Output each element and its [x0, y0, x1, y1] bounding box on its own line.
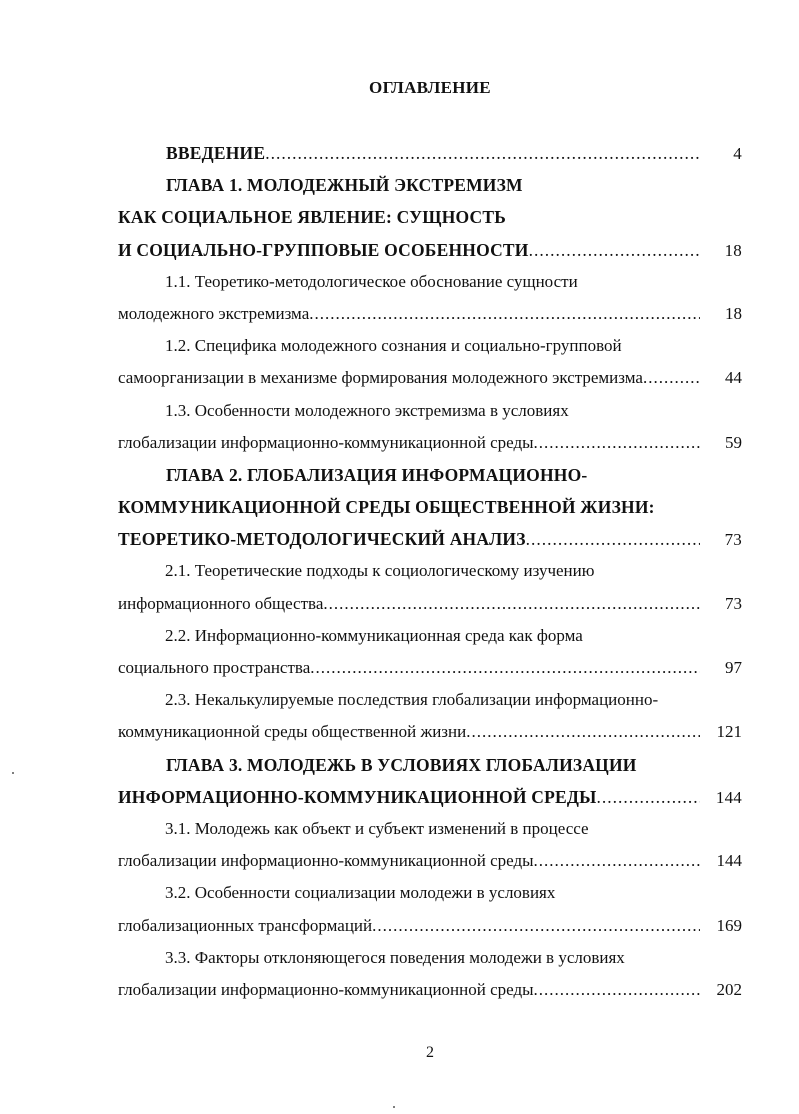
- toc-entry-title: И СОЦИАЛЬНО-ГРУППОВЫЕ ОСОБЕННОСТИ: [118, 239, 529, 260]
- toc-section-1-3-line-2[interactable]: [118, 427, 742, 459]
- toc-section-1-3-line-1[interactable]: 1.3. Особенности молодежного экстремизма в условиях: [165, 400, 569, 420]
- dot-leader: [265, 137, 700, 169]
- page-number: 2: [426, 1044, 434, 1061]
- toc-entry-page: 202: [716, 979, 742, 999]
- toc-section-2-2-line-2[interactable]: [118, 652, 742, 684]
- toc-entry-page: 144: [715, 787, 742, 807]
- toc-entry-page: 144: [716, 851, 742, 871]
- dot-leader: [372, 910, 700, 942]
- toc-entry-page: 59: [725, 432, 742, 452]
- toc-chapter-3-line-2[interactable]: [118, 781, 742, 813]
- toc-entry-page: 121: [716, 722, 742, 742]
- toc-entry-title: глобализации информационно-коммуникационной среды: [118, 432, 534, 452]
- toc-section-3-1-line-1[interactable]: 3.1. Молодежь как объект и субъект изменений в процессе: [165, 818, 589, 838]
- toc-entry-title: ВВЕДЕНИЕ: [166, 143, 266, 163]
- toc-entry-title: информационного общества: [118, 593, 324, 613]
- dot-leader: [643, 362, 700, 394]
- dot-leader: [534, 427, 700, 459]
- toc-entry-title: коммуникационной среды общественной жизни: [118, 722, 467, 742]
- toc-entry-page: 18: [725, 303, 742, 323]
- dot-leader: [323, 588, 700, 620]
- toc-chapter-1-line-2[interactable]: КАК СОЦИАЛЬНОЕ ЯВЛЕНИЕ: СУЩНОСТЬ: [118, 207, 507, 228]
- toc-entry-title: ТЕОРЕТИКО-МЕТОДОЛОГИЧЕСКИЙ АНАЛИЗ: [118, 529, 526, 550]
- toc-entry-page: 73: [725, 593, 742, 613]
- toc-chapter-2-line-3[interactable]: [118, 523, 742, 555]
- scan-speck: [393, 1106, 395, 1108]
- table-of-contents: [118, 137, 742, 1006]
- toc-section-2-3-line-1[interactable]: 2.3. Некалькулируемые последствия глобализации информационно-: [165, 690, 659, 710]
- toc-entry-title: молодежного экстремизма: [118, 303, 310, 323]
- dot-leader: [309, 298, 700, 330]
- toc-chapter-2-line-2[interactable]: КОММУНИКАЦИОННОЙ СРЕДЫ ОБЩЕСТВЕННОЙ ЖИЗНИ:: [118, 497, 655, 518]
- toc-entry-page: 18: [724, 240, 742, 260]
- toc-title: ОГЛАВЛЕНИЕ: [369, 78, 491, 97]
- dot-leader: [529, 234, 700, 266]
- toc-section-1-1-line-1[interactable]: 1.1. Теоретико-методологическое обоснование сущности: [165, 271, 578, 291]
- toc-entry-title: самоорганизации в механизме формирования молодежного экстремизма: [118, 368, 643, 388]
- toc-section-1-2-line-1[interactable]: 1.2. Специфика молодежного сознания и социально-групповой: [165, 336, 622, 356]
- toc-entry-title: глобализации информационно-коммуникационной среды: [118, 979, 534, 999]
- toc-entry-page: 44: [725, 368, 742, 388]
- toc-section-2-1-line-2[interactable]: [118, 588, 742, 620]
- toc-entry-title: глобализации информационно-коммуникационной среды: [118, 851, 534, 871]
- toc-section-2-1-line-1[interactable]: 2.1. Теоретические подходы к социологическому изучению: [165, 561, 595, 581]
- toc-entry-title: ИНФОРМАЦИОННО-КОММУНИКАЦИОННОЙ СРЕДЫ: [118, 786, 597, 807]
- toc-section-1-2-line-2[interactable]: [118, 362, 742, 394]
- toc-section-3-3-line-2[interactable]: [118, 974, 742, 1006]
- toc-section-3-1-line-2[interactable]: [118, 845, 742, 877]
- toc-section-3-3-line-1[interactable]: 3.3. Факторы отклоняющегося поведения молодежи в условиях: [165, 947, 625, 967]
- dot-leader: [534, 845, 700, 877]
- toc-entry-title: социального пространства: [118, 658, 311, 677]
- dot-leader: [534, 974, 700, 1006]
- toc-entry-introduction[interactable]: [118, 137, 742, 169]
- toc-chapter-1-line-1[interactable]: ГЛАВА 1. МОЛОДЕЖНЫЙ ЭКСТРЕМИЗМ: [166, 175, 523, 196]
- toc-section-2-3-line-2[interactable]: [118, 716, 742, 748]
- dot-leader: [526, 523, 700, 555]
- toc-entry-page: 97: [725, 658, 742, 677]
- toc-entry-page: 73: [724, 530, 742, 550]
- toc-entry-page: 169: [716, 915, 742, 935]
- toc-section-3-2-line-2[interactable]: [118, 910, 742, 942]
- scan-speck: [12, 772, 14, 774]
- toc-entry-title: глобализационных трансформаций: [118, 915, 373, 935]
- dot-leader: [310, 652, 700, 684]
- dot-leader: [596, 781, 700, 813]
- toc-chapter-1-line-3[interactable]: [118, 234, 742, 266]
- toc-chapter-2-line-1[interactable]: ГЛАВА 2. ГЛОБАЛИЗАЦИЯ ИНФОРМАЦИОННО-: [166, 464, 588, 485]
- dot-leader: [466, 716, 700, 748]
- toc-section-3-2-line-1[interactable]: 3.2. Особенности социализации молодежи в условиях: [165, 883, 556, 903]
- toc-entry-page: 4: [733, 144, 742, 163]
- toc-section-1-1-line-2[interactable]: [118, 298, 742, 330]
- toc-section-2-2-line-1[interactable]: 2.2. Информационно-коммуникационная среда как форма: [165, 625, 583, 645]
- toc-chapter-3-line-1[interactable]: ГЛАВА 3. МОЛОДЕЖЬ В УСЛОВИЯХ ГЛОБАЛИЗАЦИИ: [166, 754, 637, 775]
